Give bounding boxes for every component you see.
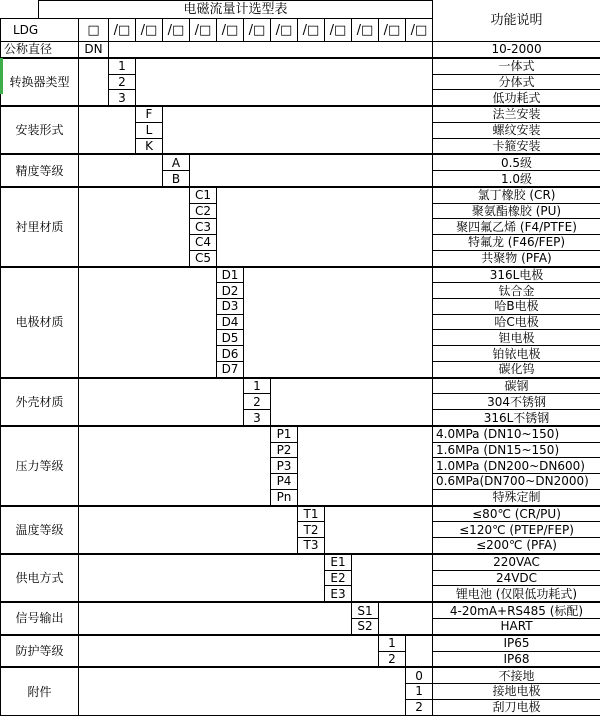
model-slot-cell: /□ xyxy=(325,19,352,42)
desc-cell: 哈B电极 xyxy=(433,299,600,315)
code-cell: D6 xyxy=(217,346,244,362)
desc-cell: 4-20mA+RS485 (标配) xyxy=(433,602,600,618)
code-cell: C2 xyxy=(190,203,217,219)
filler-cell xyxy=(325,506,433,554)
filler-cell xyxy=(79,426,271,506)
model-slot-cell: /□ xyxy=(244,19,271,42)
filler-cell xyxy=(379,602,433,635)
code-cell: K xyxy=(136,138,163,154)
desc-cell: 碳化钨 xyxy=(433,361,600,377)
desc-cell: HART xyxy=(433,618,600,634)
filler-cell xyxy=(79,187,190,267)
code-cell: D5 xyxy=(217,330,244,346)
code-cell: D3 xyxy=(217,299,244,315)
filler-cell xyxy=(244,267,433,378)
code-cell: 1 xyxy=(109,58,136,74)
desc-cell: 氯丁橡胶 (CR) xyxy=(433,187,600,203)
code-cell: E1 xyxy=(325,554,352,570)
filler-cell xyxy=(190,154,433,187)
model-slot-cell: /□ xyxy=(109,19,136,42)
filler-cell xyxy=(109,42,433,58)
desc-cell: 特氟龙 (F46/FEP) xyxy=(433,235,600,251)
section-label: 信号输出 xyxy=(1,602,79,635)
code-cell: S1 xyxy=(352,602,379,618)
code-cell: F xyxy=(136,106,163,122)
model-slot-cell: /□ xyxy=(298,19,325,42)
desc-cell: 低功耗式 xyxy=(433,90,600,106)
code-cell: 1 xyxy=(244,378,271,394)
title-row-spacer xyxy=(1,1,39,19)
function-column-header: 功能说明 xyxy=(433,1,600,42)
model-box-cell: □ xyxy=(79,19,109,42)
code-cell: C5 xyxy=(190,250,217,266)
section-label: 公称直径 xyxy=(1,42,79,58)
desc-cell: ≤200℃ (PFA) xyxy=(433,538,600,554)
scan-artifact xyxy=(0,58,3,94)
desc-cell: 钽电极 xyxy=(433,330,600,346)
desc-cell: 铂铱电极 xyxy=(433,346,600,362)
desc-cell: 螺纹安装 xyxy=(433,122,600,138)
code-cell: D2 xyxy=(217,283,244,299)
code-cell: T2 xyxy=(298,522,325,538)
code-cell: 2 xyxy=(244,394,271,410)
code-cell: 3 xyxy=(109,90,136,106)
model-slot-cell: /□ xyxy=(379,19,406,42)
section-label: 衬里材质 xyxy=(1,187,79,267)
filler-cell xyxy=(163,106,433,154)
code-cell: B xyxy=(163,171,190,187)
model-slot-cell: /□ xyxy=(136,19,163,42)
desc-cell: 316L电极 xyxy=(433,267,600,283)
section-label: 压力等级 xyxy=(1,426,79,506)
code-cell: 3 xyxy=(244,410,271,426)
desc-cell: IP65 xyxy=(433,635,600,651)
code-cell: E3 xyxy=(325,586,352,602)
desc-cell: IP68 xyxy=(433,651,600,667)
filler-cell xyxy=(136,58,433,106)
code-cell: 1 xyxy=(379,635,406,651)
model-slot-cell: /□ xyxy=(190,19,217,42)
code-cell: DN xyxy=(79,42,109,58)
desc-cell: 聚四氟乙烯 (F4/PTFE) xyxy=(433,219,600,235)
desc-cell: 1.0MPa (DN200~DN600) xyxy=(433,458,600,474)
filler-cell xyxy=(406,635,433,668)
desc-cell: 钛合金 xyxy=(433,283,600,299)
filler-cell xyxy=(79,506,298,554)
desc-cell: 220VAC xyxy=(433,554,600,570)
model-slot-cell: /□ xyxy=(163,19,190,42)
desc-cell: 哈C电极 xyxy=(433,314,600,330)
filler-cell xyxy=(79,58,109,106)
code-cell: A xyxy=(163,154,190,170)
code-cell: C1 xyxy=(190,187,217,203)
desc-cell: 10-2000 xyxy=(433,42,600,58)
code-cell: T3 xyxy=(298,538,325,554)
desc-cell: 特殊定制 xyxy=(433,489,600,505)
desc-cell: ≤80℃ (CR/PU) xyxy=(433,506,600,522)
code-cell: P3 xyxy=(271,458,298,474)
desc-cell: 1.6MPa (DN15~150) xyxy=(433,442,600,458)
desc-cell: 1.0级 xyxy=(433,171,600,187)
code-cell: 1 xyxy=(406,684,433,700)
section-label: 附件 xyxy=(1,667,79,715)
model-slot-cell: /□ xyxy=(217,19,244,42)
code-cell: 2 xyxy=(406,699,433,715)
code-cell: P4 xyxy=(271,474,298,490)
filler-cell xyxy=(79,378,244,426)
section-label: 转换器类型 xyxy=(1,58,79,106)
desc-cell: 0.6MPa(DN700~DN2000) xyxy=(433,474,600,490)
section-label: 供电方式 xyxy=(1,554,79,602)
filler-cell xyxy=(298,426,433,506)
section-label: 防护等级 xyxy=(1,635,79,668)
section-label: 温度等级 xyxy=(1,506,79,554)
desc-cell: 锂电池 (仅限低功耗式) xyxy=(433,586,600,602)
filler-cell xyxy=(79,635,379,668)
code-cell: P2 xyxy=(271,442,298,458)
filler-cell xyxy=(79,554,325,602)
desc-cell: 不接地 xyxy=(433,667,600,683)
code-cell: 0 xyxy=(406,667,433,683)
code-cell: 2 xyxy=(379,651,406,667)
section-label: 精度等级 xyxy=(1,154,79,187)
model-slot-cell: /□ xyxy=(271,19,298,42)
desc-cell: 4.0MPa (DN10~150) xyxy=(433,426,600,442)
desc-cell: 一体式 xyxy=(433,58,600,74)
filler-cell xyxy=(352,554,433,602)
model-slot-cell: /□ xyxy=(352,19,379,42)
code-cell: T1 xyxy=(298,506,325,522)
section-label: 安装形式 xyxy=(1,106,79,154)
code-cell: D1 xyxy=(217,267,244,283)
code-cell: L xyxy=(136,122,163,138)
code-cell: C4 xyxy=(190,235,217,251)
filler-cell xyxy=(79,267,217,378)
code-cell: D4 xyxy=(217,314,244,330)
section-label: 电极材质 xyxy=(1,267,79,378)
desc-cell: 法兰安装 xyxy=(433,106,600,122)
desc-cell: ≤120℃ (PTEP/FEP) xyxy=(433,522,600,538)
desc-cell: 聚氨酯橡胶 (PU) xyxy=(433,203,600,219)
code-cell: E2 xyxy=(325,570,352,586)
desc-cell: 碳钢 xyxy=(433,378,600,394)
filler-cell xyxy=(79,602,352,635)
model-prefix-cell: LDG xyxy=(1,19,79,42)
code-cell: C3 xyxy=(190,219,217,235)
desc-cell: 0.5级 xyxy=(433,154,600,170)
code-cell: P1 xyxy=(271,426,298,442)
table-title: 电磁流量计选型表 xyxy=(39,1,433,19)
filler-cell xyxy=(79,667,406,715)
code-cell: Pn xyxy=(271,489,298,505)
desc-cell: 分体式 xyxy=(433,74,600,90)
desc-cell: 接地电极 xyxy=(433,684,600,700)
section-label: 外壳材质 xyxy=(1,378,79,426)
filler-cell xyxy=(79,154,163,187)
desc-cell: 24VDC xyxy=(433,570,600,586)
filler-cell xyxy=(271,378,433,426)
code-cell: S2 xyxy=(352,618,379,634)
desc-cell: 316L不锈钢 xyxy=(433,410,600,426)
code-cell: 2 xyxy=(109,74,136,90)
model-slot-cell: /□ xyxy=(406,19,433,42)
desc-cell: 共聚物 (PFA) xyxy=(433,250,600,266)
desc-cell: 304不锈钢 xyxy=(433,394,600,410)
desc-cell: 卡箍安装 xyxy=(433,138,600,154)
desc-cell: 刮刀电极 xyxy=(433,699,600,715)
filler-cell xyxy=(217,187,433,267)
filler-cell xyxy=(79,106,136,154)
code-cell: D7 xyxy=(217,361,244,377)
